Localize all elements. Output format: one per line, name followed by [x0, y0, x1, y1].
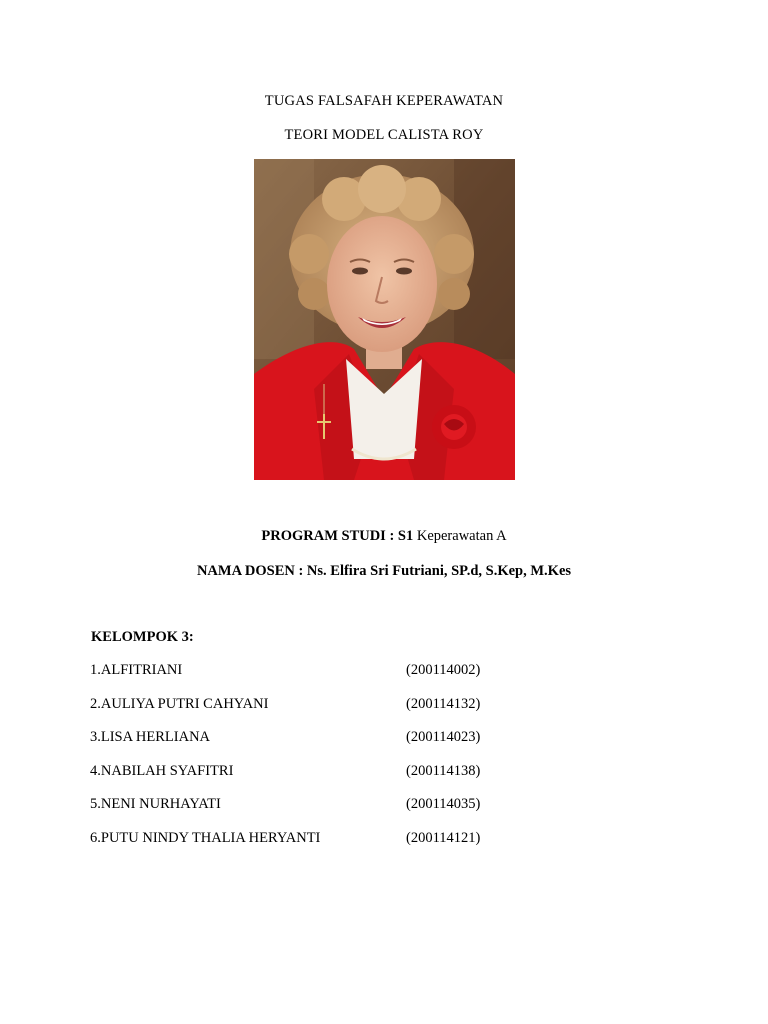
nama-dosen-line: NAMA DOSEN : Ns. Elfira Sri Futriani, SP.d, S.Kep, M.Kes: [196, 563, 572, 579]
program-studi-value: Keperawatan A: [416, 528, 507, 544]
member-row: [90, 729, 690, 749]
program-studi-line: [0, 528, 768, 545]
member-row: [90, 796, 690, 816]
program-studi-label: PROGRAM STUDI : S1: [261, 528, 417, 544]
member-name: 2.AULIYA PUTRI CAHYANI: [90, 696, 269, 712]
member-nim: (200114138): [406, 763, 481, 779]
member-nim: (200114023): [406, 729, 481, 745]
document-title: TUGAS FALSAFAH KEPERAWATAN: [264, 93, 504, 109]
member-nim: (200114121): [406, 830, 481, 846]
member-row: [90, 696, 690, 716]
member-name: 5.NENI NURHAYATI: [90, 796, 221, 812]
member-name: 3.LISA HERLIANA: [90, 729, 211, 745]
member-row: [90, 763, 690, 783]
member-row: [90, 662, 690, 682]
member-nim: (200114035): [406, 796, 481, 812]
member-row: [90, 830, 690, 850]
portrait-photo: [254, 159, 515, 480]
member-name: 4.NABILAH SYAFITRI: [90, 763, 234, 779]
member-name: 1.ALFITRIANI: [90, 662, 183, 678]
member-nim: (200114132): [406, 696, 481, 712]
member-nim: (200114002): [406, 662, 481, 678]
document-subtitle: TEORI MODEL CALISTA ROY: [284, 127, 484, 143]
member-name: 6.PUTU NINDY THALIA HERYANTI: [90, 830, 321, 846]
group-heading: KELOMPOK 3:: [91, 629, 194, 645]
